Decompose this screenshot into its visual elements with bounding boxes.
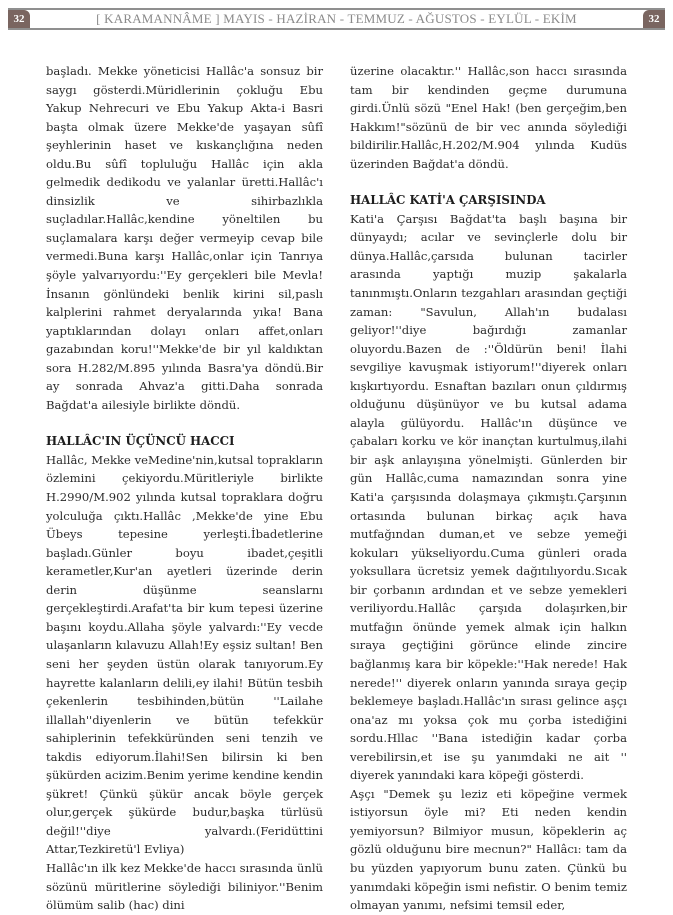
page-number-right: 32 bbox=[643, 10, 665, 28]
body-paragraph: Aşçı "Demek şu leziz eti köpeğine vermek istiyorsun öyle mi? Eti neden kendin yemiyorsun? Bilmiyor musun, köpeklerin aç gözlü olduğunu bire mecnun?" Hallâcı: tam da bu yüzden yapıyorum bunu zaten. Çünkü bu yanımdaki köpeğin ismi nefistir. O benim temiz olmayan yanımı, nefsimi temsil eder, bbox=[350, 786, 627, 913]
body-paragraph: Kati'a Çarşısı Bağdat'ta başlı başına bir dünyaydı; acılar ve sevinçlerle dolu bir dünya.Hallâc,çarsıda bulunan tacirler arasında yaptığı muzip şakalarla tanınmıştı.Onların tezgahları arasından geçtiği zaman: "Savulun, Allah'ın budalası geliyor!''diye bağırdığı zamanlar oluyordu.Bazen de :''Öldürün beni! İlahi sevgiliye kavuşmak istiyorum!''diyerek onları kışkırtıyordu. Esnaftan bazıları onun çıldırmış olduğunu düşünüyor ve bu kutsal adama alayla gülüyordu. Hallâc'ın düşünce ve çabaları korku ve kör inançtan kurtulmuş,ilahi bir aşk anlayışına yönelmişti. Günlerden bir gün Hallâc,cuma namazından sonra yine Kati'a çarşısında dolaşmaya çıkmıştı.Çarşının ortasında bulunan birkaç açık hava mutfağından duman,et ve sebze yemeği kokuları yükseliyordu.Cuma günleri orada yoksullara ücretsiz yemek dağıtılıyordu.Sıcak bir çorbanın ardından et ve sebze yemekleri veriliyordu.Hallâc çarşıda dolaşırken,bir mutfağın önünde yemek almak için halkın sıraya geçtiğini görünce elinde zincire bağlanmış kara bir köpekle:''Hak nerede! Hak nerede!'' diyerek onların yanında sıraya geçip beklemeye başladı.Hallâc'ın sırası gelince aşçı ona'az mı yoksa çok mu çorba istediğini sordu.Hllac ''Bana istediğin kadar çorba verebilirsin,et ise şu yanımdaki ne ait '' diyerek yanındaki kara köpeği gösterdi. bbox=[350, 211, 627, 783]
body-paragraph: Hallâc, Mekke veMedine'nin,kutsal toprakların özlemini çekiyordu.Müritleriyle birlikte H.2990/M.902 yılında kutsal topraklara doğru yolculuğa çıktı.Hallâc ,Mekke'de yine Ebu Übeys tepesine yerleşti.İbadetlerine başladı.Günler boyu ibadet,çeşitli kerametler,Kur'an ayetleri üzerinde derin derin düşünme seanslarnı gerçekleştirdi.Arafat'ta bir kum tepesi üzerine başını koydu.Allaha şöyle yalvardı:''Ey vecde ulaşanların kılavuzu Allah!Ey eşsiz sultan! Ben seni her şeyden üstün olarak tanıyorum.Ey hayrette kalanların delili,ey ilahi! Bütün tesbih çekenlerin tesbihinden,bütün ''Lailahe illallah''diyenlerin ve bütün tefekkür sahiplerinin tefekküründen seni tenzih ve takdis ediyorum.İlahi!Sen bilirsin ki ben şükürden acizim.Benim yerime kendine kendin şükret! Çünkü şükür ancak böyle gerçek olur,gerçek şükürde budur,başka türlüsü değil!''diye yalvardı.(Feridüttini Attar,Tezkiretü'l Evliya) bbox=[46, 452, 323, 857]
page-number-left: 32 bbox=[8, 10, 30, 28]
body-paragraph: başladı. Mekke yöneticisi Hallâc'a sonsuz bir saygı gösterdi.Müridlerinin çokluğu Ebu Yakup Nehrecuri ve Ebu Yakup Akta-i Basri başta olmak üzere Mekke'de yaşayan sûfî şeyhlerinin haset ve kıskançlığına neden oldu.Bu sûfî topluluğu Hallâc için akla gelmedik dedikodu ve yalanlar üretti.Hallâc'ı dinsizlik ve sihirbazlıkla suçladılar.Hallâc,kendine yöneltilen bu suçlamalara karşı değer vermeyip cevap bile vermedi.Buna karşı Hallâc,onlar için Tanrıya şöyle yalvarıyordu:''Ey gerçekleri bile Mevla! İnsanın gönlündeki benlik kirini sil,paslı kalplerini rahmet deryalarında yıka! Bana yaptıklarından dolayı onları affet,onları gazabından koru!''Mekke'de bir yıl kaldıktan sora H.282/M.895 yılında Basra'ya döndü.Bir ay sonrada Ahvaz'a gitti.Daha sonrada Bağdat'a ailesiyle birlikte döndü. bbox=[46, 64, 323, 412]
section-heading: HALLÂC KATİ'A ÇARŞISINDA bbox=[350, 193, 546, 208]
left-column bbox=[46, 62, 323, 915]
body-paragraph: Hallâc'ın ilk kez Mekke'de haccı sırasında ünlü sözünü müritlerine söylediği biliniyor.''Benim ölümüm salib (hac) dini bbox=[46, 860, 323, 913]
right-column bbox=[350, 62, 627, 915]
body-paragraph: üzerine olacaktır.'' Hallâc,son haccı sırasında tam bir kendinden geçme durumuna girdi.Ünlü sözü "Enel Hak! (ben gerçeğim,ben Hakkım!"sözünü de bir vec anında söylediği bildirilir.Hallâc,H.202/M.904 yılında Kudüs üzerinden Bağdat'a döndü. bbox=[350, 64, 627, 171]
header-title: [ KARAMANNÂME ] MAYIS - HAZİRAN - TEMMUZ - AĞUSTOS - EYLÜL - EKİM bbox=[96, 11, 577, 26]
section-heading: HALLÂC'IN ÜÇÜNCÜ HACCI bbox=[46, 434, 235, 449]
running-header bbox=[8, 8, 665, 30]
